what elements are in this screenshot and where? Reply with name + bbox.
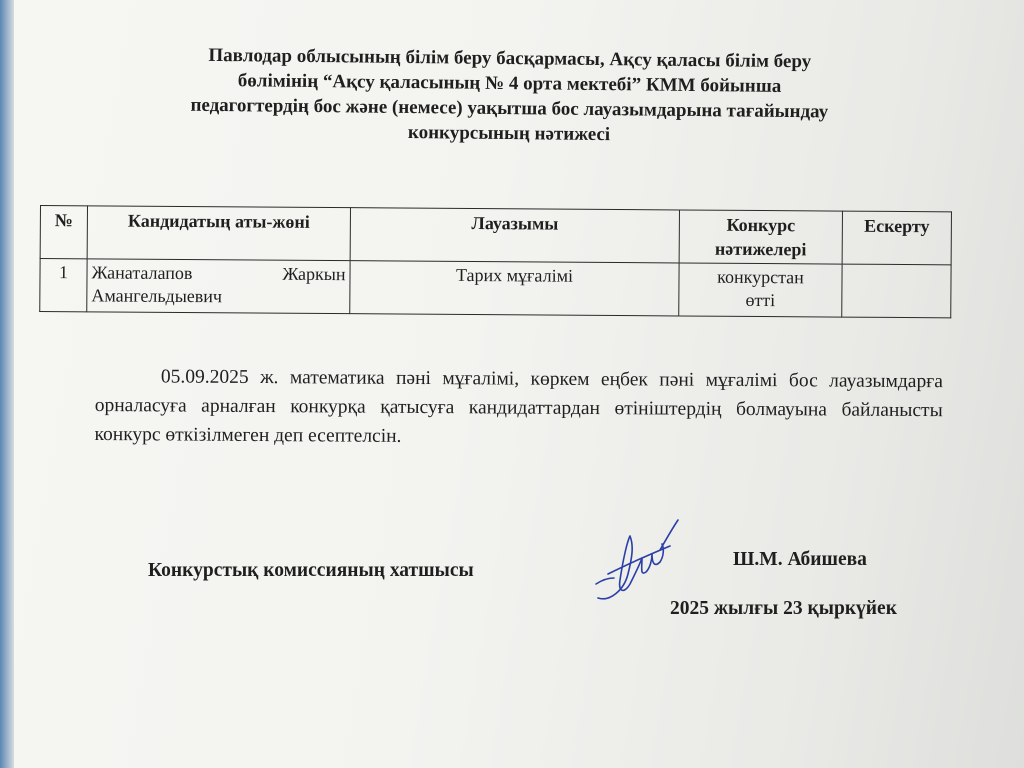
- heading-line-4: конкурсының нәтижесі: [407, 122, 611, 146]
- results-table: [39, 205, 952, 318]
- heading-line-1: Павлодар облысының білім беру басқармасы, Ақсу қаласы білім беру: [208, 44, 812, 73]
- header-name: Кандидатың аты-жөні: [87, 206, 350, 261]
- header-number: №: [40, 206, 87, 259]
- secretary-name: Ш.М. Абишева: [733, 549, 867, 570]
- body-paragraph: 05.09.2025 ж. математика пәні мұғалімі, көркем еңбек пәні мұғалімі бос лауазымдарға орналасуға арналған конкурқа қатысуға кандидаттардан өтініштердің болмауына байланысты конкурс өткізілмеген деп есептелсін.: [94, 366, 943, 447]
- header-note: Ескерту: [842, 211, 951, 265]
- cell-result-line-1: конкурстан: [717, 266, 804, 288]
- cell-note: [842, 264, 951, 318]
- cell-name: [87, 259, 350, 314]
- signature-label: Конкурстық комиссияның хатшысы: [148, 560, 474, 581]
- document-heading: [119, 42, 900, 150]
- signature-strokes: [596, 520, 678, 599]
- heading-line-3: педагогтердің бос және (немесе) уақытша бос лауазымдарына тағайындау: [190, 94, 829, 123]
- cell-result-line-2: өтті: [745, 289, 776, 311]
- cell-name-first: Жанаталапов: [91, 262, 193, 284]
- heading-line-2: бөлімінің “Ақсу қаласының № 4 орта мектебі” КММ бойынша: [237, 70, 782, 97]
- background-edge: [0, 0, 14, 768]
- handwritten-signature: [590, 510, 700, 610]
- cell-result: [679, 263, 842, 317]
- cell-name-second: Жаркын: [282, 263, 346, 285]
- table-row: [40, 259, 951, 318]
- header-result: [679, 210, 842, 264]
- cell-position: Тарих мұғалімі: [350, 261, 679, 316]
- document-date: 2025 жылғы 23 қыркүйек: [670, 598, 897, 619]
- cell-name-patronymic: Амангельдыевич: [91, 285, 223, 307]
- cell-number: 1: [40, 259, 87, 312]
- header-position: Лауазымы: [350, 208, 679, 263]
- header-result-line-2: нәтижелері: [714, 238, 807, 260]
- header-result-line-1: Конкурс: [726, 214, 796, 236]
- table-header-row: [40, 206, 951, 265]
